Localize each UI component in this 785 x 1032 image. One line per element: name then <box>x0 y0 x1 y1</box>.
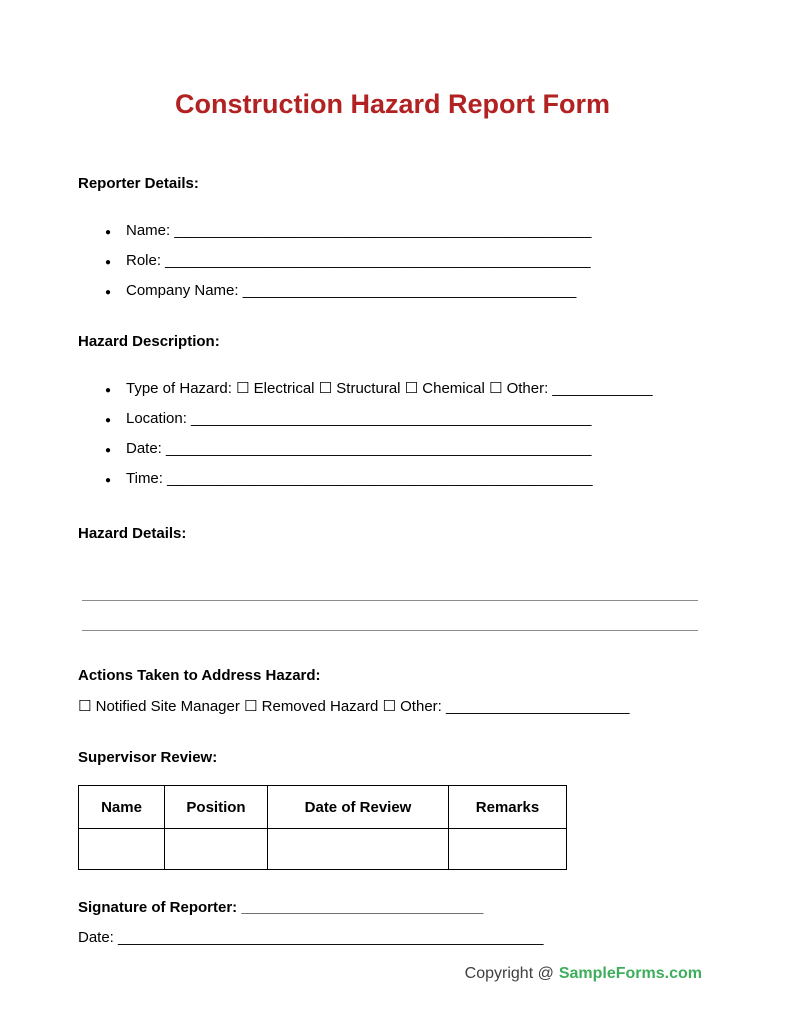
list-item <box>105 375 707 405</box>
actions-heading: Actions Taken to Address Hazard: <box>78 667 321 684</box>
reporter-name-field: Name: __________________________________________________ <box>126 222 592 239</box>
signature-line: _____________________________ <box>241 899 484 916</box>
blank-line <box>82 601 698 631</box>
hazard-time-field: Time: ___________________________________________________ <box>126 470 593 487</box>
hazard-date-field: Date: ___________________________________________________ <box>126 440 592 457</box>
actions-checkbox-line: ☐ Notified Site Manager ☐ Removed Hazard ☐ Other: ______________________ <box>78 698 630 715</box>
bullet-icon: ● <box>105 227 112 238</box>
hazard-type-field: Type of Hazard: ☐ Electrical ☐ Structural ☐ Chemical ☐ Other: ____________ <box>126 380 653 397</box>
list-item <box>105 217 707 247</box>
signature-label: Signature of Reporter: <box>78 899 238 916</box>
table-header-row <box>79 786 567 829</box>
bullet-icon: ● <box>105 415 112 426</box>
hazard-location-field: Location: ________________________________________________ <box>126 410 592 427</box>
page-title: Construction Hazard Report Form <box>174 89 611 119</box>
supervisor-review-heading: Supervisor Review: <box>78 749 218 766</box>
blank-line <box>82 571 698 601</box>
date-label: Date: <box>78 929 114 946</box>
bullet-icon: ● <box>105 287 112 298</box>
reporter-company-field: Company Name: ________________________________________ <box>126 282 577 299</box>
list-item <box>105 247 707 277</box>
footer-brand-link[interactable]: SampleForms.com <box>558 965 702 982</box>
table-cell <box>165 829 268 870</box>
supervisor-review-table <box>78 785 567 870</box>
hazard-details-write-area <box>82 571 698 631</box>
reporter-details-list <box>78 217 707 307</box>
list-item <box>105 277 707 307</box>
table-cell <box>268 829 449 870</box>
table-header-remarks: Remarks <box>449 786 567 829</box>
table-header-date-of-review: Date of Review <box>268 786 449 829</box>
date-row <box>78 926 707 950</box>
signature-row <box>78 896 707 920</box>
reporter-role-field: Role: ___________________________________________________ <box>126 252 591 269</box>
footer-copyright: Copyright @ <box>464 965 554 982</box>
table-row <box>79 829 567 870</box>
reporter-details-heading: Reporter Details: <box>78 175 199 192</box>
list-item <box>105 435 707 465</box>
hazard-description-list <box>78 375 707 495</box>
date-line: ___________________________________________________ <box>118 929 544 946</box>
table-header-position: Position <box>165 786 268 829</box>
table-cell <box>449 829 567 870</box>
table-cell <box>79 829 165 870</box>
hazard-description-heading: Hazard Description: <box>78 333 220 350</box>
bullet-icon: ● <box>105 257 112 268</box>
bullet-icon: ● <box>105 475 112 486</box>
bullet-icon: ● <box>105 385 112 396</box>
bullet-icon: ● <box>105 445 112 456</box>
table-header-name: Name <box>79 786 165 829</box>
list-item <box>105 465 707 495</box>
footer <box>465 965 702 983</box>
hazard-details-heading: Hazard Details: <box>78 525 187 542</box>
list-item <box>105 405 707 435</box>
